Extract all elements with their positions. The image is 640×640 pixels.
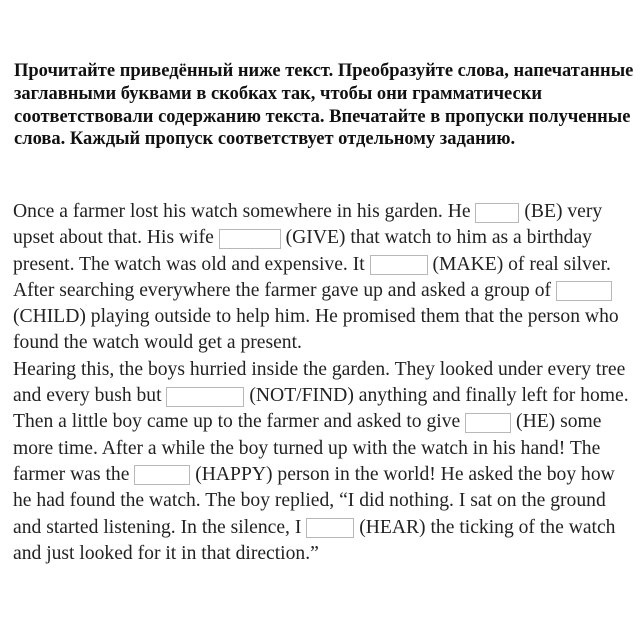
text-segment: (MAKE) of real silver. After searching everywhere the farmer gave up and asked a group of bbox=[13, 253, 611, 301]
text-segment: (NOT/FIND) anything and finally left for home. Then a little boy came up to the farmer and asked to give bbox=[13, 385, 629, 433]
text-segment: (HAPPY) person in the world! He asked the boy how he had found the watch. The boy replied, “I did nothing. I sat on the ground and started listening. In the silence, I bbox=[13, 463, 615, 538]
answer-blank-7-happy[interactable] bbox=[134, 465, 190, 485]
text-segment: Hearing this, the boys hurried inside the garden. They looked under every tree and every bush but bbox=[13, 358, 626, 407]
answer-blank-1-be[interactable] bbox=[475, 203, 519, 223]
text-segment: (HE) some more time. After a while the boy turned up with the watch in his hand! The farmer was the bbox=[13, 411, 602, 485]
text-segment: (GIVE) that watch to him as a birthday present. The watch was old and expensive. It bbox=[13, 227, 592, 275]
answer-blank-6-he[interactable] bbox=[465, 413, 511, 433]
task-instructions: Прочитайте приведённый ниже текст. Преобразуйте слова, напечатанные заглавными буквами в скобках так, чтобы они грамматически соответствовали содержанию текста. Впечатайте в пропуски полученные слова. Каждый пропуск соответствует отдельному заданию. bbox=[14, 61, 634, 150]
answer-blank-2-give[interactable] bbox=[219, 229, 281, 249]
paragraph-2 bbox=[13, 357, 635, 567]
answer-blank-8-hear[interactable] bbox=[306, 518, 354, 538]
exercise-text bbox=[13, 199, 635, 567]
paragraph-1 bbox=[13, 199, 635, 357]
text-segment: Once a farmer lost his watch somewhere in his garden. He bbox=[13, 201, 471, 222]
answer-blank-5-not-find[interactable] bbox=[166, 387, 244, 407]
answer-blank-4-child[interactable] bbox=[556, 281, 612, 301]
answer-blank-3-make[interactable] bbox=[370, 255, 428, 275]
text-segment: (HEAR) the ticking of the watch and just looked for it in that direction.” bbox=[13, 516, 616, 564]
text-segment: (CHILD) playing outside to help him. He promised them that the person who found the watch would get a present. bbox=[13, 306, 619, 354]
text-segment: (BE) very upset about that. His wife bbox=[13, 201, 603, 249]
